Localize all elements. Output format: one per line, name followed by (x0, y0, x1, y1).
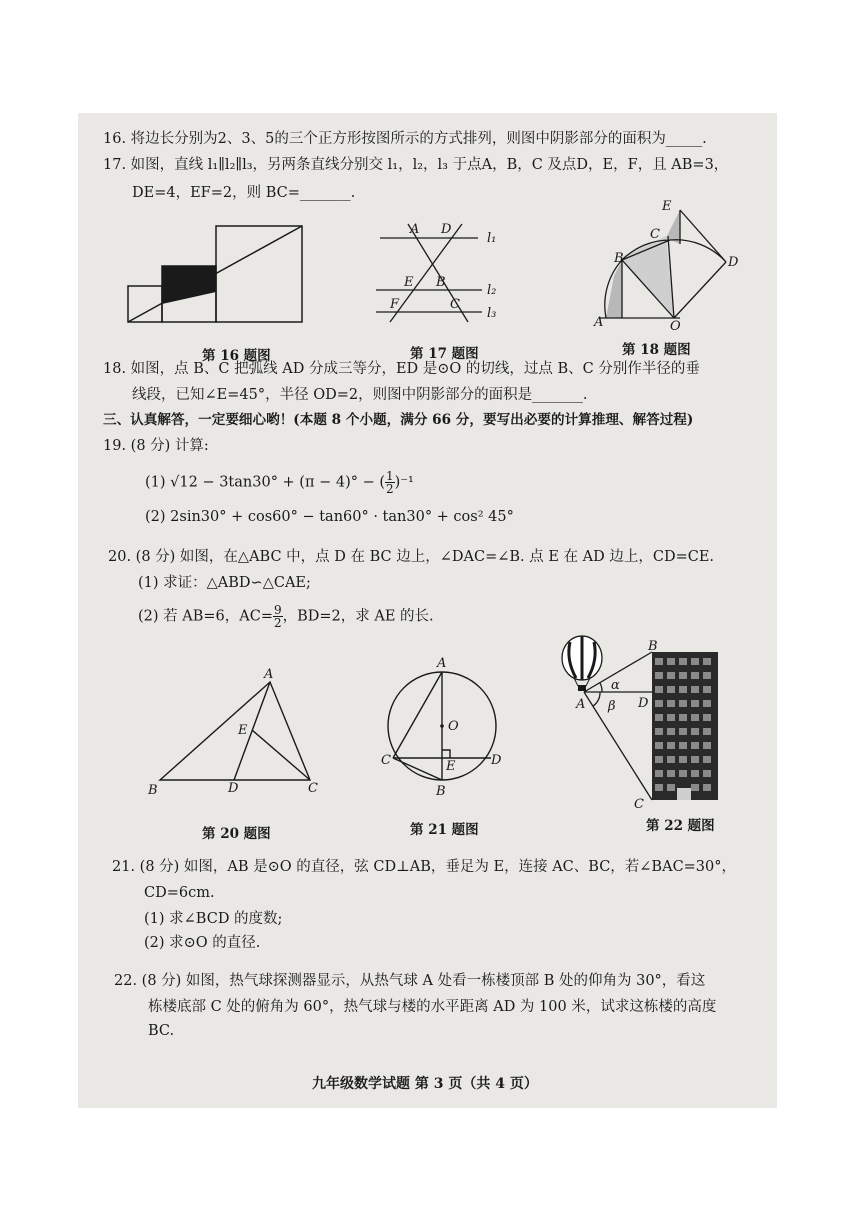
svg-text:C: C (634, 797, 644, 812)
figure-20-caption: 第 20 题图 (202, 826, 271, 842)
question-20-part-2: (2) 若 AB=6，AC= $\frac{9}{2}$ ，BD=2，求 AE 的长. (138, 603, 434, 630)
question-19-part-2: (2) 2sin30° + cos60° − tan60° · tan30° + cos² 45° (145, 509, 514, 525)
question-22-line1: 22. (8 分) 如图，热气球探测器显示，从热气球 A 处看一栋楼顶部 B 处的仰角为 30°，看这 (114, 973, 706, 989)
figure-16 (124, 222, 306, 326)
svg-text:D: D (638, 696, 649, 711)
svg-text:B: B (436, 275, 446, 290)
question-20-part-1: (1) 求证：△ABD∽△CAE; (138, 575, 311, 591)
svg-text:E: E (404, 275, 414, 290)
svg-text:A: A (437, 656, 447, 671)
svg-text:A: A (594, 315, 604, 330)
svg-text:E: E (446, 759, 456, 774)
large-square (216, 226, 302, 322)
svg-text:E: E (238, 723, 248, 738)
question-19-part-1: (1) √12 − 3tan30° + (π − 4)° − ( $\frac{1}{2}$ )⁻¹ (145, 469, 414, 496)
figure-18 (588, 196, 748, 336)
question-16: 16. 将边长分别为2、3、5的三个正方形按图所示的方式排列，则图中阴影部分的面积为_____. (103, 131, 707, 147)
svg-text:D: D (228, 781, 239, 796)
svg-text:D: D (728, 255, 739, 270)
figure-18-caption: 第 18 题图 (622, 342, 691, 358)
svg-text:A: A (576, 697, 586, 712)
small-square (128, 286, 162, 322)
question-18-line1: 18. 如图，点 B、C 把弧线 AD 分成三等分，ED 是⊙O 的切线，过点 B、C 分别作半径的垂 (103, 361, 700, 377)
question-21-line1: 21. (8 分) 如图，AB 是⊙O 的直径，弦 CD⊥AB，垂足为 E，连接 AC、BC，若∠BAC=30°， (112, 859, 737, 875)
svg-text:C: C (450, 297, 460, 312)
question-21-line2: CD=6cm. (144, 885, 215, 901)
svg-text:F: F (390, 297, 400, 312)
svg-text:B: B (436, 784, 446, 799)
question-21-part-1: (1) 求∠BCD 的度数; (144, 911, 283, 927)
figure-22-caption: 第 22 题图 (646, 818, 715, 834)
figure-21-caption: 第 21 题图 (410, 822, 479, 838)
svg-text:B: B (614, 251, 624, 266)
question-22-line3: BC. (148, 1023, 175, 1039)
svg-text:O: O (448, 719, 459, 734)
svg-text:α: α (611, 678, 620, 693)
hot-air-balloon (562, 636, 602, 691)
figure-22 (556, 632, 726, 812)
question-20-line1: 20. (8 分) 如图，在△ABC 中，点 D 在 BC 边上，∠DAC=∠B. 点 E 在 AD 边上，CD=CE. (108, 549, 715, 565)
svg-text:C: C (381, 753, 391, 768)
figure-17-caption: 第 17 题图 (410, 346, 479, 362)
shaded-region (162, 266, 216, 304)
fraction-one-half: $\frac{1}{2}$ (386, 469, 394, 496)
question-19-heading: 19. (8 分) 计算: (103, 438, 209, 454)
page-footer: 九年级数学试题 第 3 页（共 4 页） (312, 1076, 538, 1092)
svg-text:D: D (491, 753, 502, 768)
figure-20 (144, 662, 324, 802)
figure-16-caption: 第 16 题图 (202, 348, 271, 364)
figure-17 (370, 218, 510, 328)
svg-text:A: A (264, 667, 274, 682)
svg-text:l₃: l₃ (487, 306, 497, 321)
svg-text:l₂: l₂ (487, 283, 497, 298)
question-22-line2: 栋楼底部 C 处的俯角为 60°，热气球与楼的水平距离 AD 为 100 米，试求这栋楼的高度 (148, 999, 717, 1015)
svg-text:C: C (308, 781, 318, 796)
svg-text:A: A (410, 222, 420, 237)
svg-text:l₁: l₁ (487, 231, 497, 246)
figure-21 (376, 654, 516, 802)
svg-text:B: B (148, 783, 158, 798)
fraction-nine-halves: $\frac{9}{2}$ (273, 603, 282, 630)
svg-text:O: O (670, 319, 681, 334)
svg-text:E: E (662, 199, 672, 214)
question-21-part-2: (2) 求⊙O 的直径. (144, 935, 261, 951)
svg-text:C: C (650, 227, 660, 242)
svg-text:D: D (441, 222, 452, 237)
section-3-heading: 三、认真解答，一定要细心哟！(本题 8 个小题，满分 66 分，要写出必要的计算推理、解答过程) (103, 412, 694, 428)
question-17-line2: DE=4，EF=2，则 BC=_______. (132, 185, 356, 201)
svg-text:β: β (608, 699, 616, 714)
question-17-line1: 17. 如图，直线 l₁∥l₂∥l₃，另两条直线分别交 l₁，l₂，l₃ 于点A，B，C 及点D，E，F，且 AB=3， (103, 157, 729, 173)
svg-text:B: B (648, 639, 658, 654)
question-18-line2: 线段，已知∠E=45°，半径 OD=2，则图中阴影部分的面积是_______. (132, 387, 588, 403)
building (652, 652, 718, 800)
